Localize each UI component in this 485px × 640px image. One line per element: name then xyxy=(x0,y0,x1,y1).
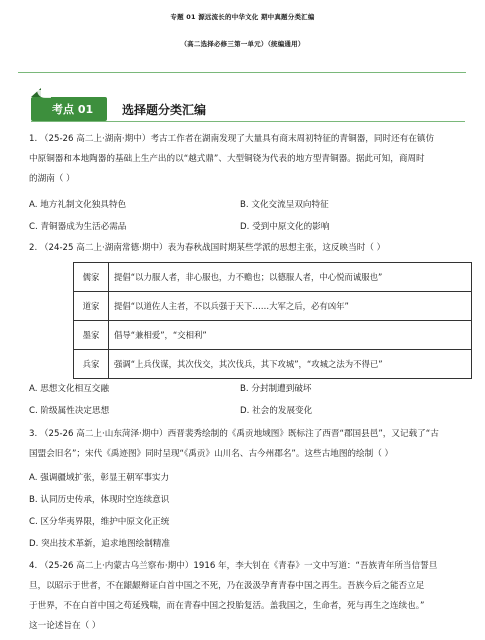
table-row xyxy=(74,292,472,321)
q3-option-a: A. 强调疆域扩张，彰显王朝军事实力 xyxy=(29,473,170,483)
document-title-line1: 专题 01 源远流长的中华文化 期中真题分类汇编 xyxy=(170,13,315,21)
header-divider xyxy=(18,72,466,73)
q3-stem-line2: 国盟会旧名”；宋代《禹迹图》同时呈现“《禹贡》山川名、古今州郡名”。这些古地图的绘制（ ） xyxy=(29,449,394,459)
school-view: 提倡“以道佐人主者，不以兵强于天下……大军之后，必有凶年” xyxy=(109,292,472,321)
q2-option-b: B. 分封制遭到破坏 xyxy=(240,384,312,394)
section-divider xyxy=(31,121,465,122)
q1-option-b: B. 文化交流呈双向特征 xyxy=(240,200,329,210)
school-name: 道家 xyxy=(74,292,109,321)
section-badge-label: 考点 01 xyxy=(52,103,94,116)
q2-option-d: D. 社会的发展变化 xyxy=(240,406,313,416)
school-view: 倡导“兼相爱”，“交相利” xyxy=(109,321,472,350)
q1-option-c: C. 青铜器成为生活必需品 xyxy=(29,222,127,232)
q1-stem-line1: 1. （25-26 高二上·湖南·期中）考古工作者在湖南发现了大量具有商末周初特征的青铜器，同时还有在镇仿 xyxy=(29,134,435,144)
section-title: 选择题分类汇编 xyxy=(122,103,207,117)
q4-stem-line2: 旦，以昭示于世者，不在龈龈辩证白首中国之不死，乃在汲汲孕育青春中国之再生。吾族今后之能否立足 xyxy=(29,581,425,591)
school-view: 强调“上兵伐谋，其次伐交，其次伐兵，其下攻城”，“攻城之法为不得已” xyxy=(109,350,472,379)
q3-stem-line1: 3. （25-26 高二上·山东菏泽·期中）西晋裴秀绘制的《禹贡地域图》既标注了西晋“郡国县邑”，又记载了“古 xyxy=(29,429,439,439)
q3-option-c: C. 区分华夷界限，维护中原文化正统 xyxy=(29,517,170,527)
school-views-table xyxy=(73,262,472,379)
q1-stem-line2: 中原铜器和本地陶器的基础上生产出的以“越式鼎”、大型铜铙为代表的地方型青铜器。据此可知，商周时 xyxy=(29,154,425,164)
q1-stem-line3: 的湖南（ ） xyxy=(29,174,75,184)
table-row xyxy=(74,350,472,379)
document-title-line2: （高二选择必修三第一单元）（统编通用） xyxy=(180,40,305,48)
q2-option-c: C. 阶级属性决定思想 xyxy=(29,406,110,416)
school-name: 儒家 xyxy=(74,263,109,292)
table-row xyxy=(74,321,472,350)
q4-stem-line4: 这一论述旨在（ ） xyxy=(29,621,101,631)
q4-stem-line1: 4. （25-26 高二上·内蒙古乌兰察布·期中）1916 年，李大钊在《青春》一文中写道：“吾族青年所当信誓旦 xyxy=(29,561,438,571)
school-view: 提倡“以力服人者，非心服也，力不赡也；以德服人者，中心悦而诚服也” xyxy=(109,263,472,292)
q3-option-b: B. 认同历史传承，体现时空连续意识 xyxy=(29,495,170,505)
q1-option-a: A. 地方礼制文化独具特色 xyxy=(29,200,127,210)
q3-option-d: D. 突出技术革新，追求地图绘制精准 xyxy=(29,539,170,549)
q1-option-d: D. 受到中原文化的影响 xyxy=(240,222,330,232)
q4-stem-line3: 于世界，不在白首中国之苟延残喘，而在青春中国之投胎复活。盖我国之，生命者，死与再生之连续也。” xyxy=(29,601,425,611)
school-name: 兵家 xyxy=(74,350,109,379)
q2-stem: 2. （24-25 高二上·湖南常德·期中）表为春秋战国时期某些学派的思想主张，这反映当时（ ） xyxy=(29,243,386,253)
school-name: 墨家 xyxy=(74,321,109,350)
q2-option-a: A. 思想文化相互交融 xyxy=(29,384,109,394)
table-row xyxy=(74,263,472,292)
